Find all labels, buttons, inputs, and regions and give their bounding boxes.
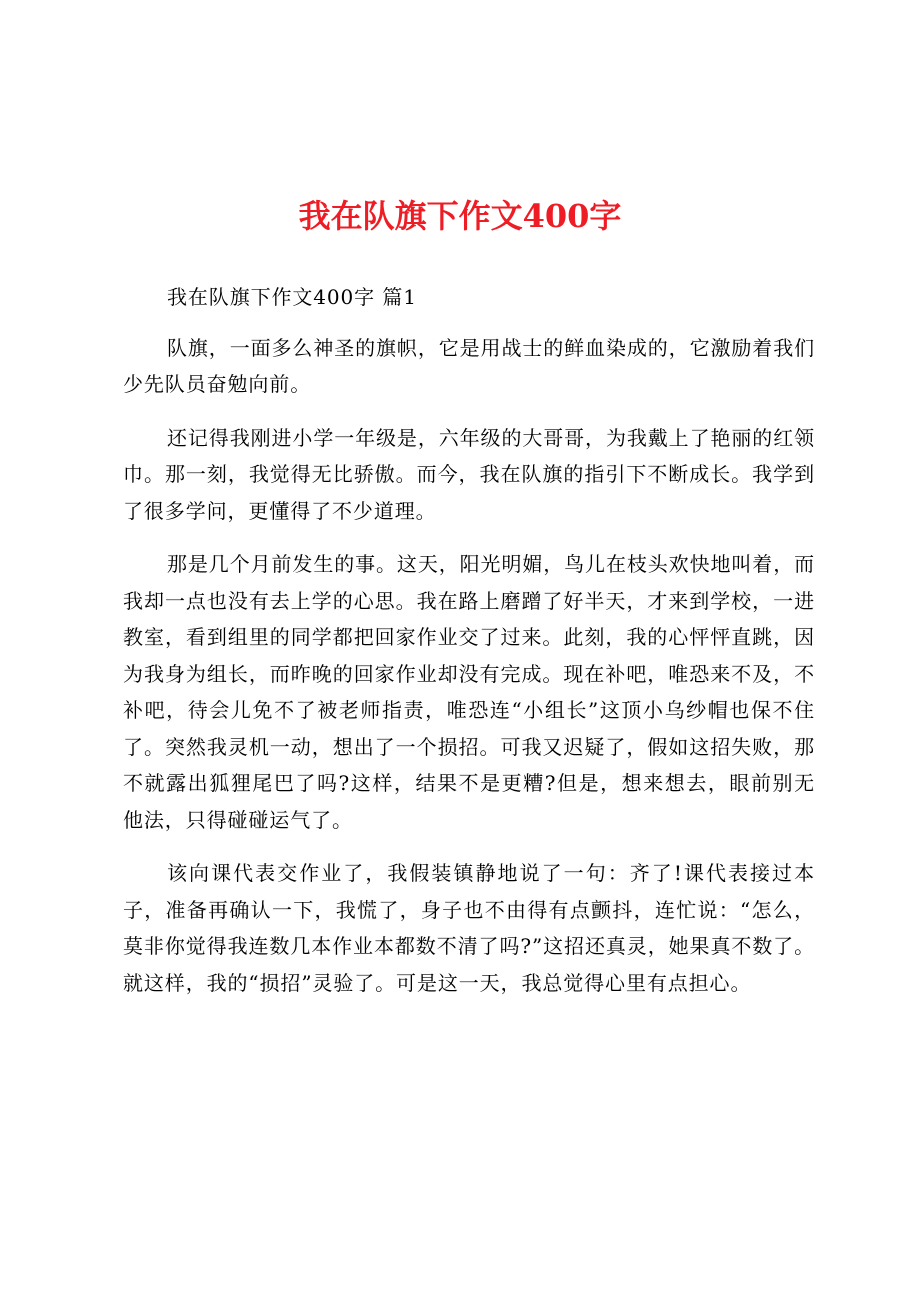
- paragraph: 还记得我刚进小学一年级是，六年级的大哥哥，为我戴上了艳丽的红领巾。那一刻，我觉得无比骄傲。而今，我在队旗的指引下不断成长。我学到了很多学问，更懂得了不少道理。: [123, 425, 815, 523]
- section-heading: 我在队旗下作文400字 篇1: [167, 285, 417, 309]
- document-body: [123, 279, 815, 1018]
- paragraph: 该向课代表交作业了，我假装镇静地说了一句：齐了!课代表接过本子，准备再确认一下，我慌了，身子也不由得有点颤抖，连忙说：“怎么，莫非你觉得我连数几本作业本都数不清了吗?”这招还真灵，她果真不数了。就这样，我的“损招”灵验了。可是这一天，我总觉得心里有点担心。: [123, 861, 815, 995]
- paragraph: 队旗，一面多么神圣的旗帜，它是用战士的鲜血染成的，它激励着我们少先队员奋勉向前。: [123, 335, 815, 396]
- paragraph: 那是几个月前发生的事。这天，阳光明媚，鸟儿在枝头欢快地叫着，而我却一点也没有去上学的心思。我在路上磨蹭了好半天，才来到学校，一进教室，看到组里的同学都把回家作业交了过来。此刻，我的心怦怦直跳，因为我身为组长，而昨晚的回家作业却没有完成。现在补吧，唯恐来不及，不补吧，待会儿免不了被老师指责，唯恐连“小组长”这顶小乌纱帽也保不住了。突然我灵机一动，想出了一个损招。可我又迟疑了，假如这招失败，那不就露出狐狸尾巴了吗?这样，结果不是更糟?但是，想来想去，眼前别无他法，只得碰碰运气了。: [123, 552, 815, 832]
- document-title: 我在队旗下作文400字: [298, 197, 622, 235]
